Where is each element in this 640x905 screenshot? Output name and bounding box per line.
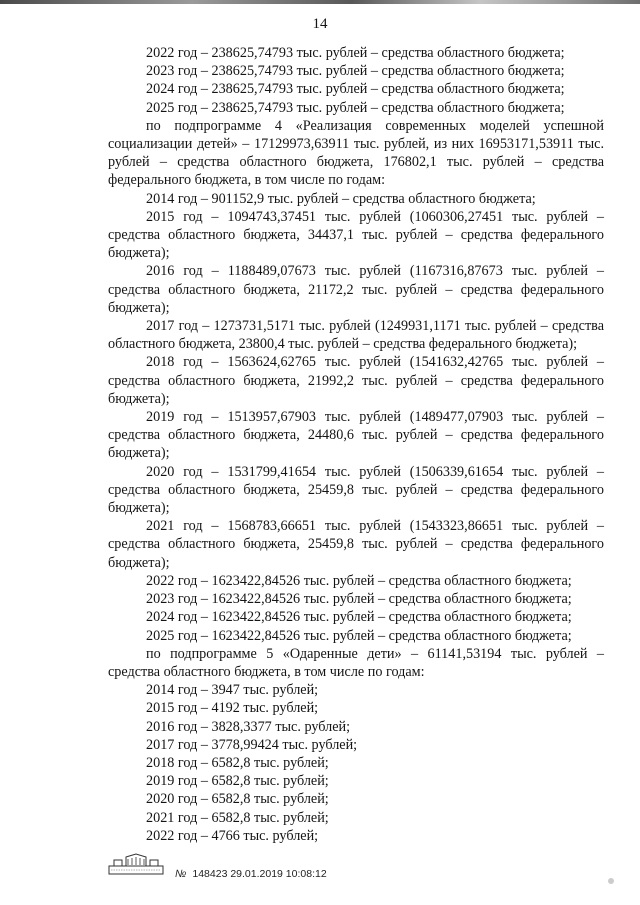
sub5-year-2017: 2017 год – 3778,99424 тыс. рублей; — [146, 736, 358, 753]
budget-line-2025: 2025 год – 238625,74793 тыс. рублей – средства областного бюджета; — [146, 99, 565, 116]
footer-stamp: 148423 29.01.2019 10:08:12 — [192, 868, 327, 880]
sub5-year-2020: 2020 год – 6582,8 тыс. рублей; — [146, 791, 329, 808]
sub5-year-2022: 2022 год – 4766 тыс. рублей; — [146, 827, 319, 844]
sub4-year-2021: 2021 год – 1568783,66651 тыс. рублей (1543323,86651 тыс. рублей – средства областного бюджета, 25459,8 тыс. рублей – средства федерального бюджета); — [108, 518, 604, 571]
sub4-year-2025: 2025 год – 1623422,84526 тыс. рублей – средства областного бюджета; — [146, 627, 572, 644]
sub4-year-2018: 2018 год – 1563624,62765 тыс. рублей (1541632,42765 тыс. рублей – средства областного бюджета, 21992,2 тыс. рублей – средства федерального бюджета); — [108, 354, 604, 407]
sub5-year-2019: 2019 год – 6582,8 тыс. рублей; — [146, 773, 329, 790]
sub4-year-2017: 2017 год – 1273731,5171 тыс. рублей (1249931,1171 тыс. рублей – средства областного бюджета, 23800,4 тыс. рублей – средства федерального бюджета); — [108, 318, 604, 353]
sub5-year-2014: 2014 год – 3947 тыс. рублей; — [146, 682, 319, 699]
budget-line-2024: 2024 год – 238625,74793 тыс. рублей – средства областного бюджета; — [146, 81, 565, 98]
budget-line-2023: 2023 год – 238625,74793 тыс. рублей – средства областного бюджета; — [146, 63, 565, 80]
sub4-year-2022: 2022 год – 1623422,84526 тыс. рублей – средства областного бюджета; — [146, 572, 572, 589]
sub4-year-2020: 2020 год – 1531799,41654 тыс. рублей (1506339,61654 тыс. рублей – средства областного бюджета, 25459,8 тыс. рублей – средства федерального бюджета); — [108, 463, 604, 517]
sub4-year-2016: 2016 год – 1188489,07673 тыс. рублей (1167316,87673 тыс. рублей – средства областного бюджета, 21172,2 тыс. рублей – средства федерального бюджета); — [108, 263, 604, 316]
sub5-year-2018: 2018 год – 6582,8 тыс. рублей; — [146, 754, 329, 771]
sub4-year-2023: 2023 год – 1623422,84526 тыс. рублей – средства областного бюджета; — [146, 591, 572, 608]
sub4-year-2014: 2014 год – 901152,9 тыс. рублей – средства областного бюджета; — [146, 190, 536, 207]
sub4-year-2019: 2019 год – 1513957,67903 тыс. рублей (1489477,07903 тыс. рублей – средства областного бюджета, 24480,6 тыс. рублей – средства федерального бюджета); — [108, 409, 604, 462]
subprogram-5-intro: по подпрограмме 5 «Одаренные дети» – 61141,53194 тыс. рублей – средства областного бюджета, в том числе по годам: — [108, 645, 604, 680]
scan-top-edge — [0, 0, 640, 4]
sub4-year-2024: 2024 год – 1623422,84526 тыс. рублей – средства областного бюджета; — [146, 609, 572, 626]
document-body — [108, 44, 604, 845]
sub5-year-2016: 2016 год – 3828,3377 тыс. рублей; — [146, 718, 351, 735]
document-footer — [175, 868, 327, 880]
scan-speck — [608, 878, 614, 884]
publisher-logo-icon — [108, 852, 164, 876]
subprogram-4-intro: по подпрограмме 4 «Реализация современных моделей успешной социализации детей» – 17129973,63911 тыс. рублей, из них 16953171,53911 тыс. рублей – средства областного бюджета, 176802,1 тыс. рублей – средства федерального бюджета, в том числе по годам: — [108, 117, 604, 189]
sub4-year-2015: 2015 год – 1094743,37451 тыс. рублей (1060306,27451 тыс. рублей – средства областного бюджета, 34437,1 тыс. рублей – средства федерального бюджета); — [108, 208, 604, 262]
footer-number-symbol: № — [175, 868, 187, 880]
budget-line-2022: 2022 год – 238625,74793 тыс. рублей – средства областного бюджета; — [146, 45, 565, 61]
page-number: 14 — [312, 16, 328, 32]
sub5-year-2021: 2021 год – 6582,8 тыс. рублей; — [146, 809, 329, 826]
sub5-year-2015: 2015 год – 4192 тыс. рублей; — [146, 700, 319, 717]
